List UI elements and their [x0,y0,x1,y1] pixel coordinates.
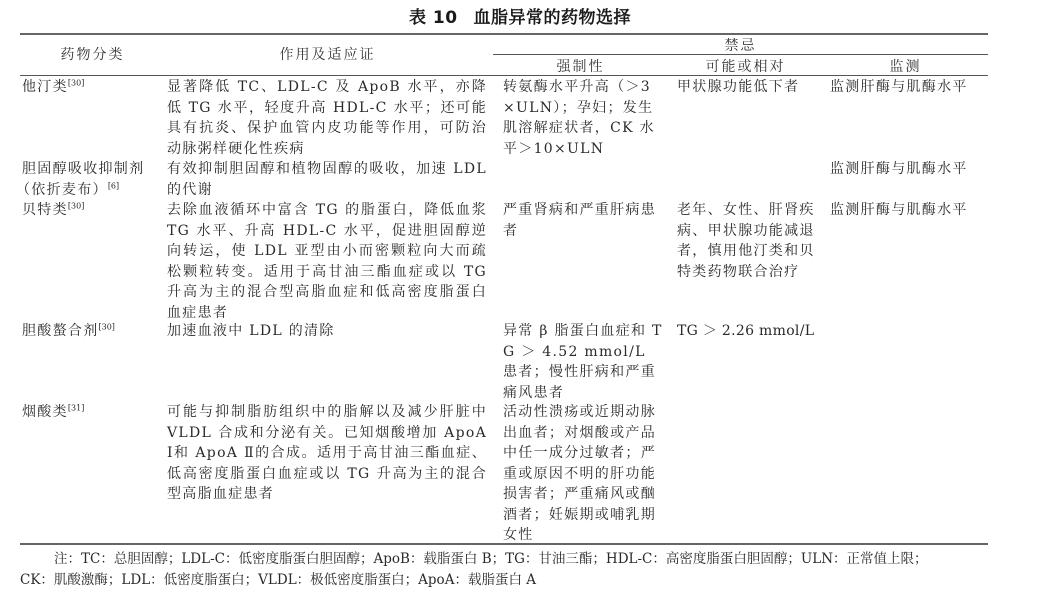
reference-marker: [6] [107,180,120,190]
row-5-drug-class [22,402,162,423]
row-1-possible-relative: 甲状腺功能低下者 [677,79,800,95]
drug-class-name: 胆固醇吸收抑制剂 [22,161,145,177]
row-3-action-indication: 去除血液循环中富含 TG 的脂蛋白，降低血浆 TG 水平、升高 HDL-C 水平，促进胆固醇逆向转运，使 LDL 亚型由小而密颗粒向大而疏松颗粒转变。适用于高甘油三酯血症或以 TG 升高为主的混合型高脂血症和低高密度脂蛋白血症患者 [167,202,487,321]
reference-marker: [31] [67,403,85,413]
row-1-action-indication: 显著降低 TC、LDL-C 及 ApoB 水平，亦降低 TG 水平，轻度升高 HDL-C 水平；还可能具有抗炎、保护血管内皮功能等作用，可防治动脉粥样硬化性疾病 [167,79,487,157]
table-number: 表 10 [408,8,458,28]
row-3-monitoring: 监测肝酶与肌酶水平 [830,202,968,218]
header-monitoring: 监测 [889,59,922,75]
drug-class-name: 胆酸螯合剂 [22,323,99,339]
row-1-drug-class [22,77,162,98]
header-mandatory: 强制性 [556,59,605,75]
row-4-action-indication: 加速血液中 LDL 的清除 [167,323,335,339]
row-1-mandatory: 转氨酶水平升高（＞3×ULN）；孕妇；发生肌溶解症状者，CK 水平＞10×ULN [503,79,655,157]
header-possible-relative: 可能或相对 [705,59,786,75]
table-footnote-line-2: CK：肌酸激酶；LDL：低密度脂蛋白；VLDL：极低密度脂蛋白；ApoA：载脂蛋白 A [20,572,536,588]
reference-marker: [30] [67,78,85,88]
row-5-mandatory: 活动性溃疡或近期动脉出血者；对烟酸或产品中任一成分过敏者；严重或原因不明的肝功能损害者；严重痛风或酗酒者；妊娠期或哺乳期女性 [503,404,656,543]
row-2-drug-class [16,159,162,200]
row-3-mandatory: 严重肾病和严重肝病患者 [503,202,656,239]
header-action-indication: 作用及适应证 [279,47,376,63]
row-4-drug-class [22,321,162,342]
table-title-text: 血脂异常的药物选择 [473,8,632,28]
row-3-possible-relative: 老年、女性、肝肾疾病、甲状腺功能减退者，慎用他汀类和贝特类药物联合治疗 [677,202,815,280]
table-footnote-line-1: 注：TC：总胆固醇；LDL-C：低密度脂蛋白胆固醇；ApoB：载脂蛋白 B；TG：甘油三酯；HDL-C：高密度脂蛋白胆固醇；ULN：正常值上限； [54,551,928,567]
row-1-monitoring: 监测肝酶与肌酶水平 [830,79,968,95]
reference-marker: [30] [67,201,85,211]
row-3-drug-class [22,200,162,221]
header-drug-class: 药物分类 [60,47,125,63]
row-5-action-indication: 可能与抑制脂肪组织中的脂解以及减少肝脏中 VLDL 合成和分泌有关。已知烟酸增加 ApoA Ⅰ和 ApoA Ⅱ的合成。适用于高甘油三酯血症、低高密度脂蛋白血症或以 TG 升高为主的混合型高脂血症患者 [167,404,487,502]
row-2-action-indication: 有效抑制胆固醇和植物固醇的吸收，加速 LDL 的代谢 [167,161,487,198]
drug-class-subname: （依折麦布） [16,181,108,198]
drug-class-name: 他汀类 [22,79,68,95]
row-4-mandatory: 异常 β 脂蛋白血症和 TG ＞ 4.52 mmol/L 患者；慢性肝病和严重痛风患者 [503,323,663,401]
header-contraindication: 禁忌 [724,38,757,54]
drug-class-name: 贝特类 [22,202,68,218]
table-title [0,3,1040,28]
row-2-monitoring: 监测肝酶与肌酶水平 [830,161,968,177]
row-4-possible-relative: TG ＞ 2.26 mmol/L [677,323,815,339]
drug-class-name: 烟酸类 [22,404,68,420]
reference-marker: [30] [98,322,115,332]
